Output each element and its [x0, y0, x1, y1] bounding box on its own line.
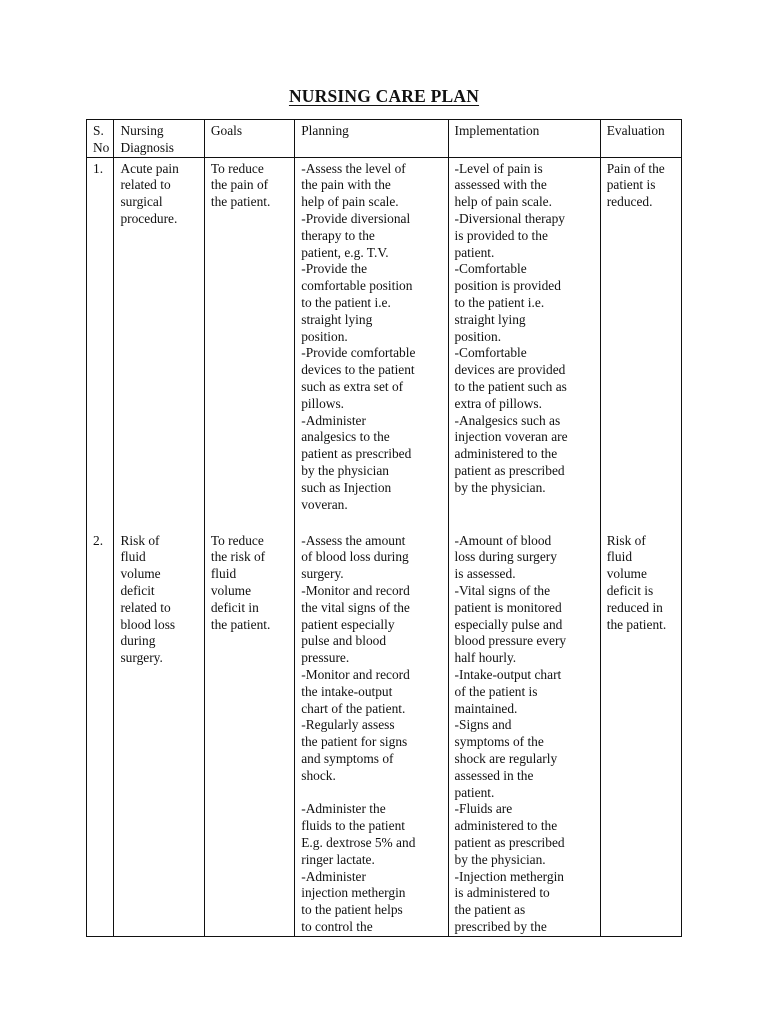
header-implementation: [448, 120, 600, 158]
cell-text-line: shock.: [301, 767, 336, 783]
cell-text-line: chart of the patient.: [301, 700, 406, 716]
cell-text-line: patient is monitored: [454, 599, 562, 615]
cell-text-line: ringer lactate.: [301, 851, 375, 867]
cell-evaluation: [600, 530, 681, 937]
cell-text-line: reduced in: [606, 599, 663, 615]
cell-text-line: is provided to the: [454, 227, 548, 243]
cell-text-line: of the patient is: [454, 683, 538, 699]
cell-text-line: Evaluation: [606, 123, 665, 138]
cell-text-line: to the patient helps: [301, 902, 403, 918]
cell-text-line: assessed with the: [454, 177, 547, 193]
cell-text-line: half hourly.: [454, 650, 517, 666]
cell-text-line: 1.: [93, 160, 104, 176]
cell-text-line: straight lying: [454, 311, 526, 327]
cell-text-line: blood loss: [120, 616, 176, 632]
cell-text-line: fluids to the patient: [301, 818, 405, 834]
cell-text-line: Planning: [301, 123, 349, 138]
cell-text-line: by the physician.: [454, 479, 546, 495]
cell-goals: [204, 157, 294, 530]
cell-text-line: pulse and blood: [301, 633, 387, 649]
cell-text-line: the patient.: [210, 616, 271, 632]
cell-text-line: -Level of pain is: [454, 160, 543, 176]
cell-text-line: Risk of: [120, 532, 160, 548]
cell-text-line: by the physician: [301, 462, 389, 478]
table-header-row: [87, 120, 682, 158]
cell-text-line: -Signs and: [454, 717, 512, 733]
cell-text-line: Goals: [210, 123, 243, 138]
cell-text-line: patient, e.g. T.V.: [301, 244, 389, 260]
cell-text-line: position is provided: [454, 278, 561, 294]
cell-text-line: extra of pillows.: [454, 395, 542, 411]
care-plan-table: [86, 119, 682, 937]
cell-text-line: the risk of: [210, 549, 266, 565]
cell-text-line: No: [93, 139, 110, 155]
cell-text-line: to control the: [301, 918, 373, 934]
header-evaluation: [600, 120, 681, 158]
cell-text-line: patient.: [454, 244, 495, 260]
cell-text-line: Pain of the: [606, 160, 665, 176]
cell-text-line: volume: [606, 566, 647, 582]
cell-text-line: the patient.: [606, 616, 667, 632]
cell-text-line: pressure.: [301, 650, 350, 666]
cell-text-line: deficit in: [210, 599, 259, 615]
cell-text-line: related to: [120, 599, 171, 615]
cell-text-line: to the patient such as: [454, 378, 567, 394]
cell-text-line: -Analgesics such as: [454, 412, 561, 428]
cell-text-line: patient is: [606, 177, 656, 193]
cell-text-line: fluid: [210, 566, 237, 582]
cell-text-line: of blood loss during: [301, 549, 409, 565]
cell-nursing-diagnosis: [114, 530, 204, 937]
cell-text-line: comfortable position: [301, 278, 413, 294]
cell-text-line: -Monitor and record: [301, 666, 410, 682]
cell-text-line: -Administer: [301, 868, 366, 884]
cell-text-line: procedure.: [120, 210, 178, 226]
cell-text-line: surgery.: [301, 566, 344, 582]
cell-text-line: position.: [301, 328, 348, 344]
cell-text-line: such as extra set of: [301, 378, 404, 394]
cell-evaluation: [600, 157, 681, 530]
cell-text-line: 2.: [93, 532, 104, 548]
cell-text-line: -Assess the level of: [301, 160, 406, 176]
cell-text-line: devices are provided: [454, 362, 566, 378]
cell-text-line: To reduce: [210, 532, 264, 548]
header-planning: [295, 120, 448, 158]
cell-text-line: reduced.: [606, 194, 653, 210]
cell-sno: [87, 157, 114, 530]
cell-text-line: surgical: [120, 194, 163, 210]
cell-text-line: deficit: [120, 582, 155, 598]
cell-text-line: patient as prescribed: [301, 446, 412, 462]
cell-spacer: [301, 785, 441, 802]
cell-text-line: to the patient i.e.: [301, 294, 391, 310]
cell-text-line: -Fluids are: [454, 801, 513, 817]
cell-text-line: voveran.: [301, 496, 348, 512]
cell-text-line: Diagnosis: [120, 139, 175, 155]
cell-text-line: injection voveran are: [454, 429, 568, 445]
cell-text-line: -Regularly assess: [301, 717, 395, 733]
cell-nursing-diagnosis: [114, 157, 204, 530]
cell-text-line: symptoms of the: [454, 734, 544, 750]
cell-text-line: -Provide diversional: [301, 210, 411, 226]
cell-text-line: therapy to the: [301, 227, 375, 243]
table-row: [87, 530, 682, 937]
cell-text-line: such as Injection: [301, 479, 392, 495]
cell-text-line: is assessed.: [454, 566, 516, 582]
cell-text-line: shock are regularly: [454, 750, 558, 766]
cell-text-line: the patient for signs: [301, 734, 408, 750]
cell-text-line: to the patient i.e.: [454, 294, 545, 310]
cell-text-line: by the physician.: [454, 851, 546, 867]
cell-text-line: volume: [120, 566, 161, 582]
cell-text-line: help of pain scale.: [301, 194, 399, 210]
cell-text-line: during: [120, 633, 156, 649]
header-nursing-diagnosis: [114, 120, 204, 158]
cell-implementation: [448, 530, 600, 937]
cell-text-line: fluid: [120, 549, 146, 565]
cell-text-line: fluid: [606, 549, 633, 565]
cell-text-line: injection methergin: [301, 885, 406, 901]
cell-text-line: -Intake-output chart: [454, 666, 562, 682]
cell-planning: [295, 530, 448, 937]
cell-text-line: -Provide the: [301, 261, 368, 277]
cell-text-line: S.: [93, 123, 104, 138]
cell-text-line: patient especially: [301, 616, 395, 632]
cell-text-line: the pain of: [210, 177, 269, 193]
cell-text-line: To reduce: [210, 160, 264, 176]
cell-text-line: -Monitor and record: [301, 582, 410, 598]
cell-text-line: volume: [210, 582, 252, 598]
cell-planning: [295, 157, 448, 530]
cell-text-line: -Administer the: [301, 801, 386, 817]
table-row: [87, 157, 682, 530]
cell-text-line: and symptoms of: [301, 750, 394, 766]
header-sno: [87, 120, 114, 158]
cell-text-line: -Vital signs of the: [454, 582, 551, 598]
cell-text-line: help of pain scale.: [454, 194, 552, 210]
cell-text-line: administered to the: [454, 446, 558, 462]
cell-text-line: -Injection methergin: [454, 868, 564, 884]
cell-text-line: the intake-output: [301, 683, 393, 699]
cell-text-line: administered to the: [454, 818, 558, 834]
cell-text-line: the patient as: [454, 902, 526, 918]
header-goals: [204, 120, 294, 158]
cell-text-line: patient as prescribed: [454, 834, 565, 850]
cell-text-line: the vital signs of the: [301, 599, 410, 615]
cell-text-line: Nursing: [120, 123, 164, 138]
cell-text-line: -Comfortable: [454, 261, 527, 277]
cell-text-line: patient.: [454, 784, 495, 800]
cell-text-line: analgesics to the: [301, 429, 390, 445]
cell-text-line: blood pressure every: [454, 633, 567, 649]
cell-text-line: -Provide comfortable: [301, 345, 416, 361]
cell-text-line: especially pulse and: [454, 616, 563, 632]
cell-text-line: maintained.: [454, 700, 518, 716]
cell-sno: [87, 530, 114, 937]
document-title: NURSING CARE PLAN: [288, 86, 480, 106]
cell-text-line: is administered to: [454, 885, 550, 901]
cell-text-line: pillows.: [301, 395, 345, 411]
cell-text-line: -Diversional therapy: [454, 210, 565, 226]
cell-text-line: -Comfortable: [454, 345, 527, 361]
cell-text-line: -Assess the amount: [301, 532, 406, 548]
cell-text-line: Risk of: [606, 532, 646, 548]
cell-text-line: prescribed by the: [454, 918, 547, 934]
cell-text-line: assessed in the: [454, 767, 534, 783]
cell-text-line: Implementation: [454, 123, 540, 138]
cell-text-line: surgery.: [120, 650, 163, 666]
cell-goals: [204, 530, 294, 937]
cell-text-line: straight lying: [301, 311, 373, 327]
cell-text-line: loss during surgery: [454, 549, 557, 565]
cell-text-line: -Administer: [301, 412, 366, 428]
cell-text-line: -Amount of blood: [454, 532, 552, 548]
cell-implementation: [448, 157, 600, 530]
cell-text-line: deficit is: [606, 582, 654, 598]
cell-text-line: position.: [454, 328, 502, 344]
cell-text-line: devices to the patient: [301, 362, 415, 378]
cell-text-line: the pain with the: [301, 177, 391, 193]
cell-text-line: E.g. dextrose 5% and: [301, 834, 416, 850]
cell-text-line: related to: [120, 177, 171, 193]
cell-text-line: the patient.: [210, 194, 271, 210]
cell-text-line: patient as prescribed: [454, 462, 565, 478]
cell-text-line: Acute pain: [120, 160, 179, 176]
